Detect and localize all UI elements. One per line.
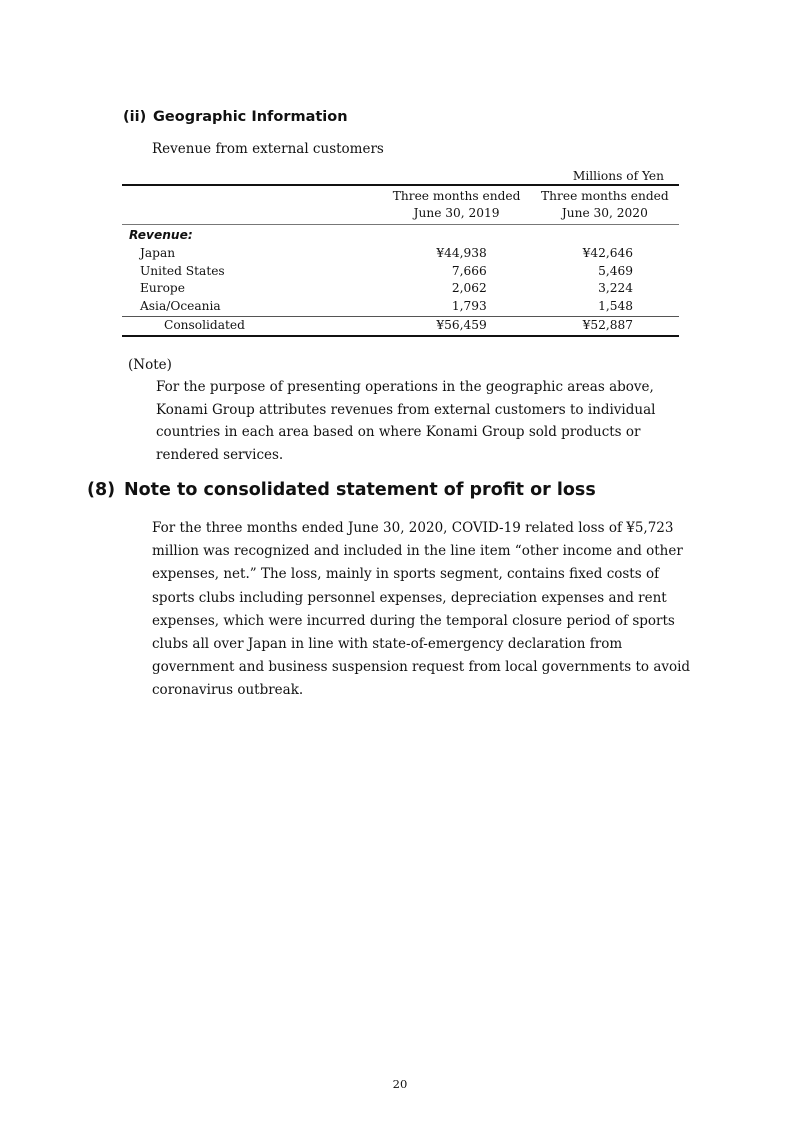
table-header-blank — [122, 186, 382, 225]
table-row — [122, 245, 679, 263]
total-2020: ¥52,887 — [531, 316, 679, 335]
geographic-info-number: (ii) — [123, 109, 147, 125]
row-label: Japan — [140, 245, 176, 260]
geographic-info-heading — [123, 109, 348, 125]
note-paragraph: For the purpose of presenting operations in the geographic areas above, Konami Group attributes revenues from external customers to individual countries in each area based on where Konami Group sold products or rendered services. — [156, 379, 656, 463]
row-label: Europe — [140, 281, 185, 296]
table-caption: Revenue from external customers — [152, 141, 384, 157]
section-8-number: (8) — [87, 480, 116, 500]
revenue-section-label: Revenue: — [129, 228, 193, 242]
table-row — [122, 263, 679, 281]
column-header-2019-line2: June 30, 2019 — [413, 206, 500, 220]
value-2019: 1,793 — [382, 298, 530, 316]
column-header-2019-line1: Three months ended — [392, 189, 521, 203]
value-2020: 3,224 — [598, 281, 633, 296]
value-2019: ¥44,938 — [436, 245, 487, 260]
note-heading: (Note) — [128, 357, 172, 373]
column-header-2019 — [382, 186, 530, 225]
section-8-paragraph: For the three months ended June 30, 2020, COVID-19 related loss of ¥5,723 million was recognized and included in the line item “other income and other expenses, net.” The loss, mainly in sports segment, contains fixed costs of sports clubs including personnel expenses, depreciation expenses and rent expenses, which were incurred during the temporal closure period of sports clubs all over Japan in line with state-of-emergency declaration from government and business suspension request from local governments to avoid coronavirus outbreak. — [152, 520, 691, 699]
table-row — [122, 298, 679, 316]
value-2019: 7,666 — [451, 263, 487, 278]
row-label: Asia/Oceania — [122, 298, 382, 316]
total-2019: ¥56,459 — [382, 316, 530, 335]
revenue-section-row — [122, 225, 679, 245]
table-header-row — [122, 186, 679, 225]
page-number: 20 — [392, 1077, 408, 1091]
section-8-heading — [87, 480, 596, 500]
column-header-2020 — [531, 186, 679, 225]
value-2020: ¥42,646 — [582, 245, 633, 260]
geographic-info-title: Geographic Information — [153, 109, 348, 125]
table-units: Millions of Yen — [572, 169, 664, 183]
row-label: United States — [140, 263, 225, 278]
column-header-2020-line2: June 30, 2020 — [561, 206, 648, 220]
value-2019: 2,062 — [451, 281, 487, 296]
revenue-table — [122, 184, 679, 337]
section-8-title: Note to consolidated statement of profit or loss — [124, 480, 596, 500]
total-label: Consolidated — [122, 316, 382, 335]
table-row — [122, 280, 679, 298]
value-2020: 5,469 — [598, 263, 633, 278]
column-header-2020-line1: Three months ended — [541, 189, 669, 203]
value-2020: 1,548 — [531, 298, 679, 316]
consolidated-total-row — [122, 316, 679, 335]
